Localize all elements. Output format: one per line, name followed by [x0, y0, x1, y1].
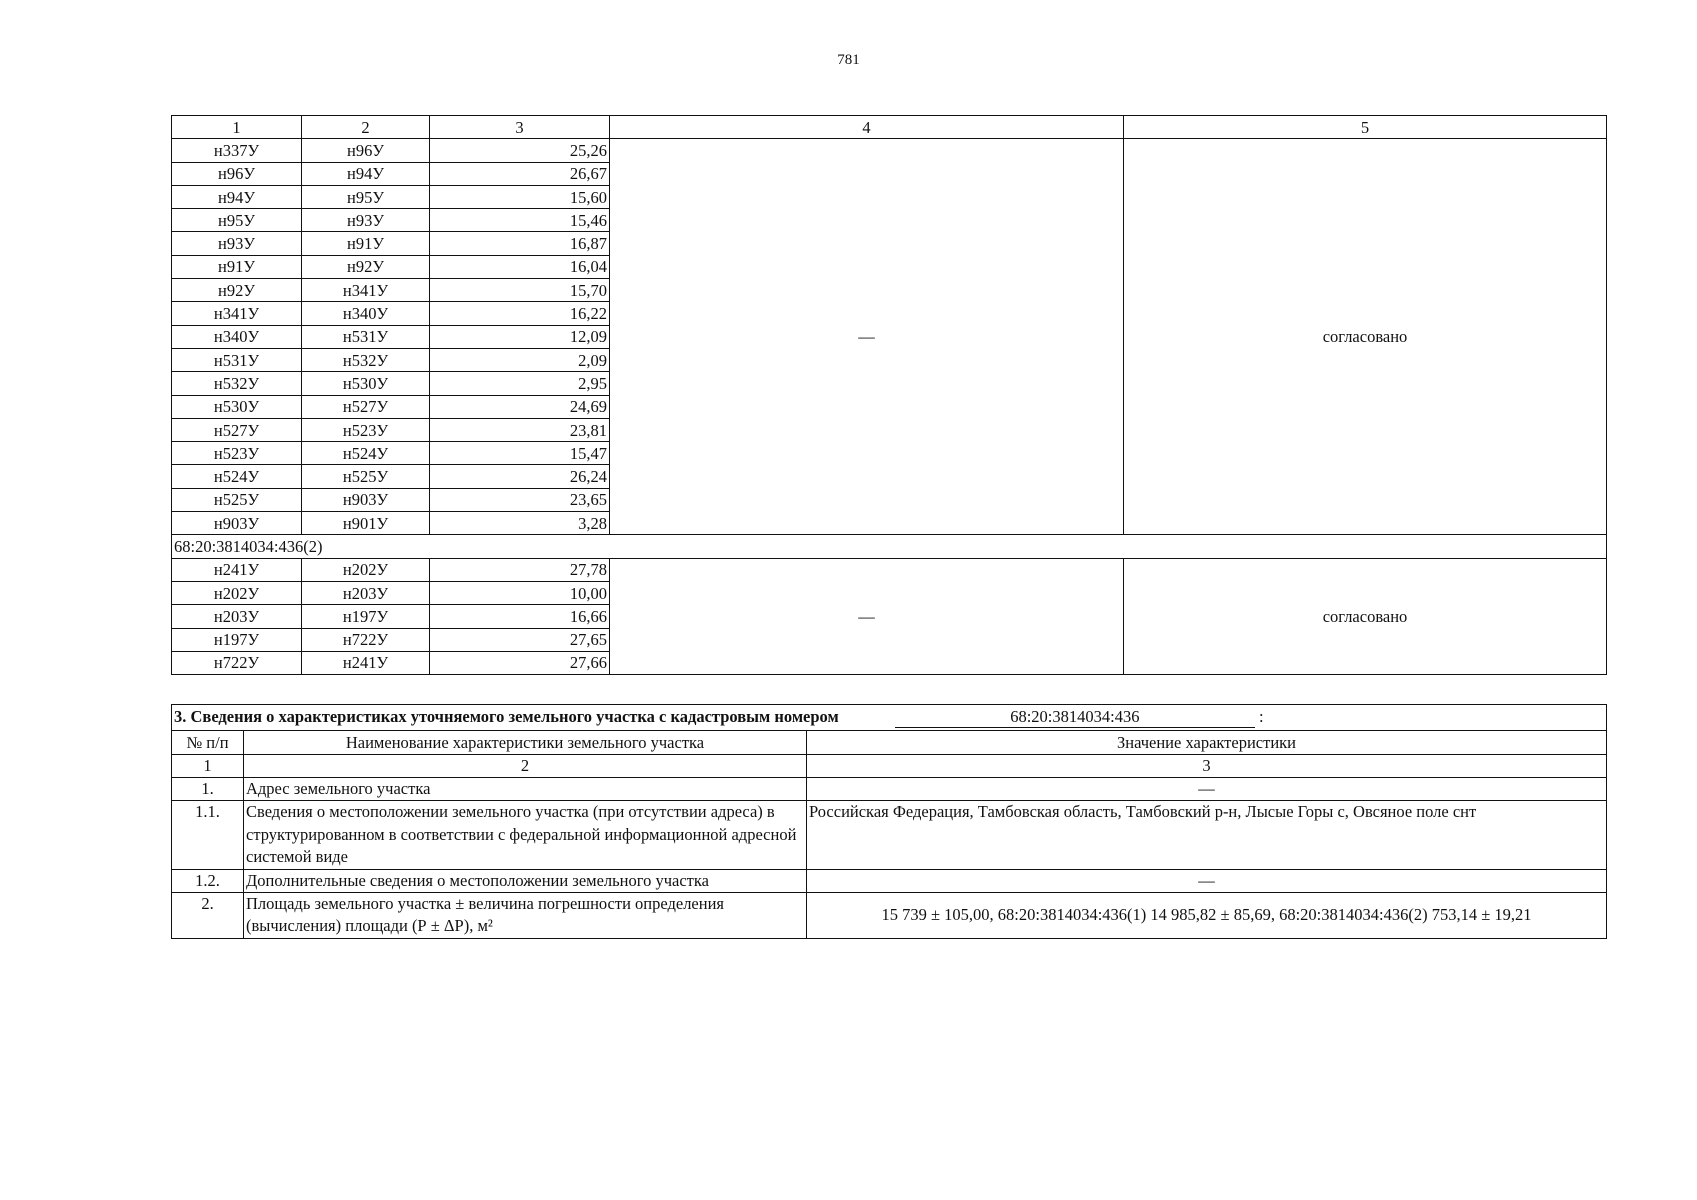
- point-from: н531У: [172, 348, 302, 371]
- point-from: н341У: [172, 302, 302, 325]
- point-to: н523У: [302, 418, 430, 441]
- distance: 10,00: [430, 581, 610, 604]
- point-to: н91У: [302, 232, 430, 255]
- point-to: н202У: [302, 558, 430, 581]
- distance: 26,67: [430, 162, 610, 185]
- row-name: Площадь земельного участка ± величина погрешности определения (вычисления) площади (Р ± ΔР), м²: [244, 892, 807, 938]
- distance: 12,09: [430, 325, 610, 348]
- characteristics-table: [171, 704, 1607, 939]
- point-from: н530У: [172, 395, 302, 418]
- table-header-row: [172, 731, 1607, 755]
- row-value: —: [807, 778, 1607, 801]
- point-from: н527У: [172, 418, 302, 441]
- row-name: Сведения о местоположении земельного участка (при отсутствии адреса) в структурированном в соответствии с федеральной информационной адресной системой виде: [244, 801, 807, 870]
- point-from: н94У: [172, 185, 302, 208]
- point-to: н341У: [302, 279, 430, 302]
- point-from: н197У: [172, 628, 302, 651]
- table-row: [172, 801, 1607, 870]
- approval-status: согласовано: [1124, 139, 1607, 535]
- table-row: [172, 558, 1607, 581]
- point-to: н531У: [302, 325, 430, 348]
- point-from: н525У: [172, 488, 302, 511]
- distance: 16,22: [430, 302, 610, 325]
- row-value: —: [807, 869, 1607, 892]
- point-from: н340У: [172, 325, 302, 348]
- row-value: 15 739 ± 105,00, 68:20:3814034:436(1) 14 985,82 ± 85,69, 68:20:3814034:436(2) 753,14 ± 19,21: [807, 892, 1607, 938]
- col4-value: —: [610, 558, 1124, 674]
- distance: 27,65: [430, 628, 610, 651]
- distance: 23,65: [430, 488, 610, 511]
- section-title-cell: [172, 705, 1607, 731]
- point-from: н203У: [172, 605, 302, 628]
- distance: 15,46: [430, 209, 610, 232]
- page-number: 781: [837, 52, 860, 68]
- table-row: [172, 139, 1607, 162]
- point-to: н340У: [302, 302, 430, 325]
- col-header: 4: [610, 116, 1124, 139]
- col-number: 2: [244, 755, 807, 778]
- point-from: н524У: [172, 465, 302, 488]
- boundary-table: [171, 115, 1607, 675]
- point-to: н93У: [302, 209, 430, 232]
- point-to: н203У: [302, 581, 430, 604]
- point-from: н722У: [172, 651, 302, 674]
- point-to: н901У: [302, 512, 430, 535]
- col-header: 2: [302, 116, 430, 139]
- col-number-row: [172, 755, 1607, 778]
- distance: 25,26: [430, 139, 610, 162]
- section-title-row: [172, 705, 1607, 731]
- point-to: н241У: [302, 651, 430, 674]
- distance: 15,60: [430, 185, 610, 208]
- table-header-row: [172, 116, 1607, 139]
- distance: 27,78: [430, 558, 610, 581]
- row-number: 1.: [172, 778, 244, 801]
- col-number: 3: [807, 755, 1607, 778]
- parcel-subheading: 68:20:3814034:436(2): [172, 535, 1607, 558]
- point-from: н532У: [172, 372, 302, 395]
- colon: :: [1258, 707, 1264, 726]
- distance: 27,66: [430, 651, 610, 674]
- approval-status: согласовано: [1124, 558, 1607, 674]
- point-from: н241У: [172, 558, 302, 581]
- point-to: н96У: [302, 139, 430, 162]
- point-from: н903У: [172, 512, 302, 535]
- point-to: н903У: [302, 488, 430, 511]
- point-to: н530У: [302, 372, 430, 395]
- col-header: 1: [172, 116, 302, 139]
- point-from: н93У: [172, 232, 302, 255]
- point-from: н96У: [172, 162, 302, 185]
- point-to: н525У: [302, 465, 430, 488]
- distance: 23,81: [430, 418, 610, 441]
- col-header-name: Наименование характеристики земельного участка: [244, 731, 807, 755]
- point-from: н95У: [172, 209, 302, 232]
- point-to: н197У: [302, 605, 430, 628]
- row-number: 2.: [172, 892, 244, 938]
- point-to: н722У: [302, 628, 430, 651]
- col-header-num: № п/п: [172, 731, 244, 755]
- point-from: н91У: [172, 255, 302, 278]
- distance: 16,87: [430, 232, 610, 255]
- section-title: 3. Сведения о характеристиках уточняемого земельного участка с кадастровым номером: [174, 707, 839, 726]
- distance: 16,04: [430, 255, 610, 278]
- col-number: 1: [172, 755, 244, 778]
- row-name: Адрес земельного участка: [244, 778, 807, 801]
- col4-value: —: [610, 139, 1124, 535]
- table-row: [172, 892, 1607, 938]
- point-to: н92У: [302, 255, 430, 278]
- subheading-row: [172, 535, 1607, 558]
- cadastral-number: 68:20:3814034:436: [895, 707, 1255, 728]
- row-name: Дополнительные сведения о местоположении земельного участка: [244, 869, 807, 892]
- point-from: н523У: [172, 442, 302, 465]
- point-to: н527У: [302, 395, 430, 418]
- distance: 16,66: [430, 605, 610, 628]
- distance: 3,28: [430, 512, 610, 535]
- table-row: [172, 778, 1607, 801]
- col-header: 5: [1124, 116, 1607, 139]
- distance: 26,24: [430, 465, 610, 488]
- distance: 15,47: [430, 442, 610, 465]
- point-to: н94У: [302, 162, 430, 185]
- point-from: н92У: [172, 279, 302, 302]
- col-header-value: Значение характеристики: [807, 731, 1607, 755]
- row-number: 1.1.: [172, 801, 244, 870]
- point-from: н202У: [172, 581, 302, 604]
- table-row: [172, 869, 1607, 892]
- point-to: н95У: [302, 185, 430, 208]
- distance: 2,09: [430, 348, 610, 371]
- distance: 15,70: [430, 279, 610, 302]
- row-number: 1.2.: [172, 869, 244, 892]
- distance: 24,69: [430, 395, 610, 418]
- point-to: н524У: [302, 442, 430, 465]
- distance: 2,95: [430, 372, 610, 395]
- point-to: н532У: [302, 348, 430, 371]
- col-header: 3: [430, 116, 610, 139]
- row-value: Российская Федерация, Тамбовская область, Тамбовский р-н, Лысые Горы с, Овсяное поле снт: [807, 801, 1607, 870]
- point-from: н337У: [172, 139, 302, 162]
